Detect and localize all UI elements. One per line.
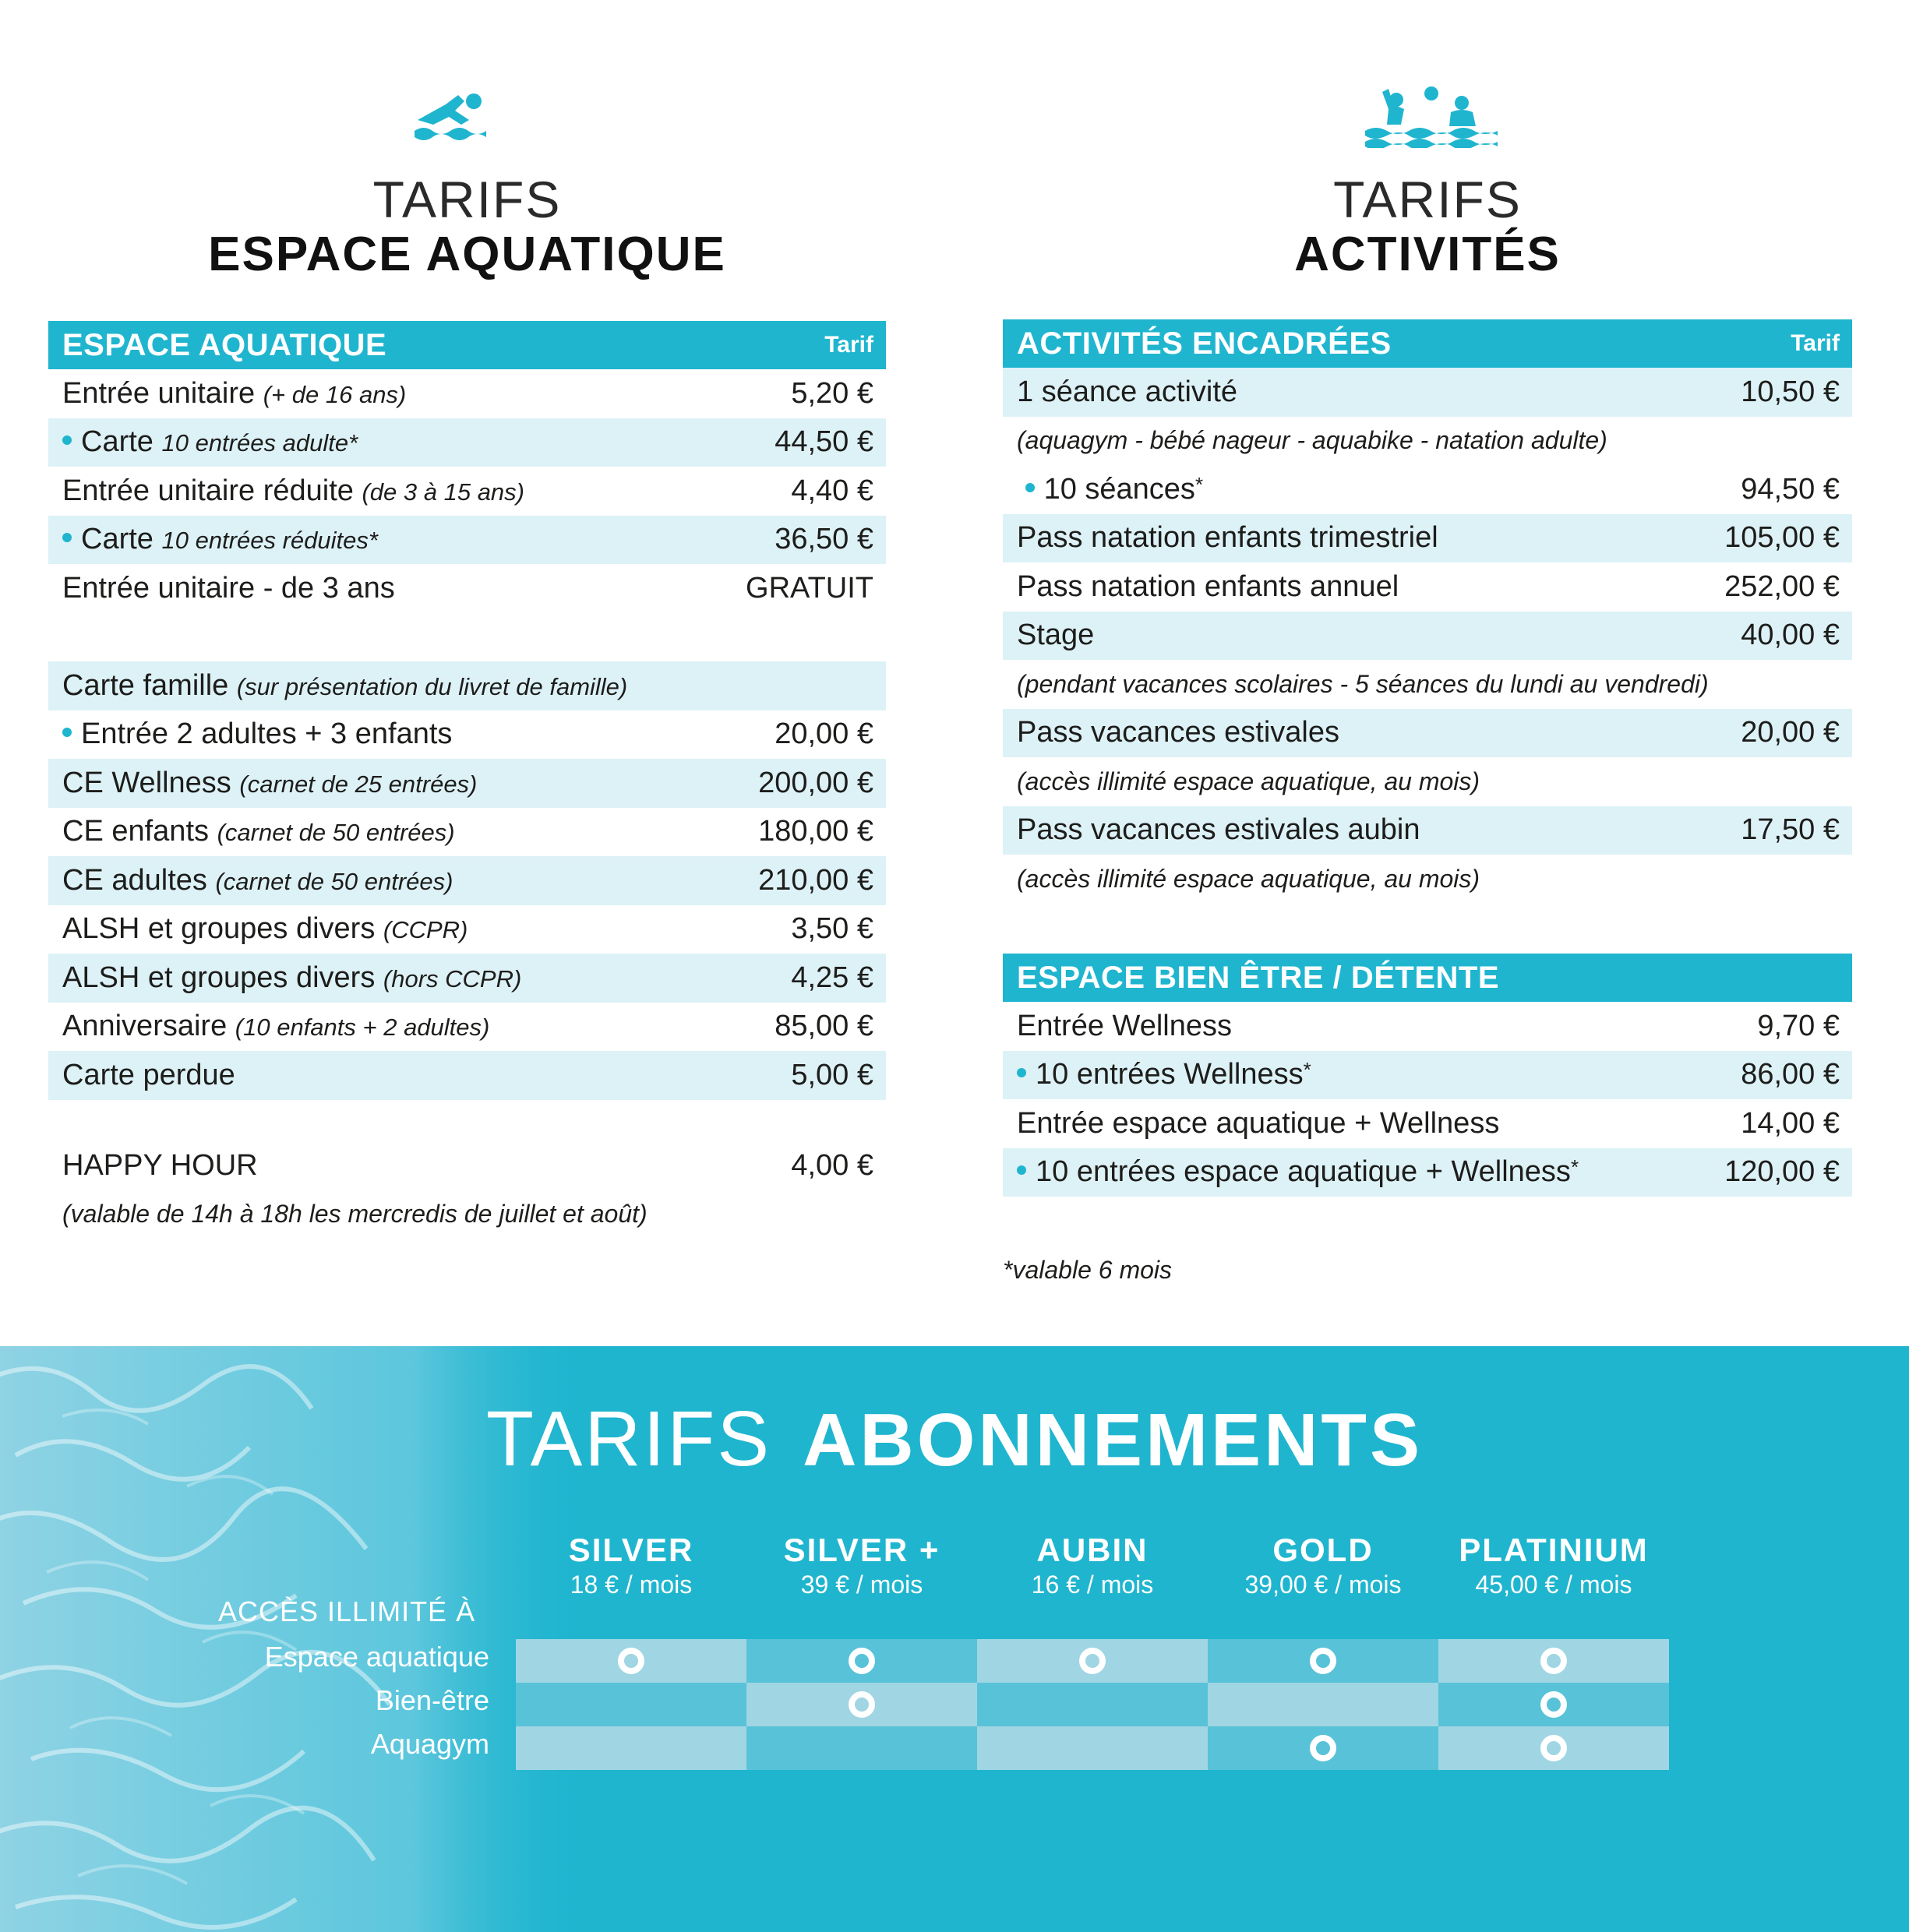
row-price: 210,00 € xyxy=(758,863,873,897)
aquatique-table xyxy=(48,321,886,1100)
price-row xyxy=(1003,612,1852,661)
row-label: 10 entrées espace aquatique + Wellness xyxy=(1036,1155,1571,1189)
row-label: Entrée 2 adultes + 3 enfants xyxy=(81,717,453,751)
row-label: Entrée unitaire xyxy=(62,376,256,410)
access-cell xyxy=(746,1683,977,1726)
row-note: (accès illimité espace aquatique, au mois) xyxy=(1017,767,1480,795)
plan-name: SILVER + xyxy=(783,1532,940,1568)
row-label: Carte xyxy=(81,425,153,459)
row-note: (carnet de 50 entrées) xyxy=(217,819,455,847)
row-price: 5,00 € xyxy=(791,1058,873,1091)
price-row xyxy=(48,369,886,418)
plan-price: 45,00 € / mois xyxy=(1475,1571,1632,1599)
access-cell xyxy=(746,1726,977,1770)
bien-etre-table-header xyxy=(1003,954,1852,1002)
row-label: Anniversaire xyxy=(62,1010,228,1043)
activites-heading xyxy=(1003,173,1852,284)
access-row-label: Bien-être xyxy=(375,1684,489,1716)
row-note: (CCPR) xyxy=(383,916,468,944)
bullet-icon xyxy=(1017,1165,1026,1175)
abonnements-title-bold: ABONNEMENTS xyxy=(803,1398,1424,1482)
row-note: (carnet de 25 entrées) xyxy=(239,770,478,798)
activites-table xyxy=(1003,319,1852,904)
row-price: 17,50 € xyxy=(1741,813,1840,847)
row-price: 44,50 € xyxy=(775,425,873,459)
included-icon xyxy=(1079,1648,1106,1674)
asterisk: * xyxy=(1194,472,1204,496)
abonnements-title xyxy=(0,1394,1909,1484)
access-cell xyxy=(1208,1639,1438,1683)
plan-header xyxy=(1438,1532,1669,1599)
access-cell xyxy=(746,1639,977,1683)
row-price: 40,00 € xyxy=(1741,619,1840,652)
row-price: 9,70 € xyxy=(1757,1009,1840,1042)
plan-name: AUBIN xyxy=(1036,1532,1149,1568)
access-cell xyxy=(516,1639,746,1683)
access-cell xyxy=(977,1726,1208,1770)
abonnements-title-thin: TARIFS xyxy=(485,1395,772,1482)
access-cell xyxy=(1438,1683,1669,1726)
aquatique-table-title: ESPACE AQUATIQUE xyxy=(62,327,387,362)
plan-header xyxy=(977,1532,1208,1599)
plan-price: 39,00 € / mois xyxy=(1244,1571,1402,1599)
access-row-label: Espace aquatique xyxy=(264,1641,489,1673)
aquatique-table-header xyxy=(48,321,886,369)
price-row xyxy=(48,516,886,565)
row-note: (+ de 16 ans) xyxy=(263,380,407,408)
plan-name: PLATINIUM xyxy=(1459,1532,1649,1568)
included-icon xyxy=(618,1648,644,1674)
access-cell xyxy=(977,1639,1208,1683)
row-label: CE Wellness xyxy=(62,766,231,799)
row-price: 20,00 € xyxy=(1741,716,1840,749)
row-price: 20,00 € xyxy=(775,717,873,751)
price-row xyxy=(48,467,886,516)
row-label: 1 séance activité xyxy=(1017,375,1238,408)
price-row xyxy=(1003,1002,1852,1051)
price-row xyxy=(48,856,886,905)
row-note: (de 3 à 15 ans) xyxy=(362,478,524,506)
price-row xyxy=(48,1051,886,1100)
price-row xyxy=(1003,514,1852,563)
row-price: 10,50 € xyxy=(1741,375,1840,408)
row-label: Pass vacances estivales xyxy=(1017,716,1339,749)
price-row xyxy=(48,418,886,467)
row-label: ALSH et groupes divers xyxy=(62,912,376,946)
plan-header xyxy=(1208,1532,1438,1599)
plan-name: GOLD xyxy=(1272,1532,1374,1568)
access-cell xyxy=(1208,1683,1438,1726)
included-icon xyxy=(1540,1648,1567,1674)
aquatique-heading xyxy=(48,173,886,284)
price-row xyxy=(1003,709,1852,758)
row-label: ALSH et groupes divers xyxy=(62,961,376,994)
row-price: 252,00 € xyxy=(1724,569,1840,603)
happy-hour xyxy=(48,1149,886,1229)
row-price: 14,00 € xyxy=(1741,1106,1840,1140)
plan-price: 16 € / mois xyxy=(1031,1571,1154,1599)
activites-table-title: ACTIVITÉS ENCADRÉES xyxy=(1017,326,1392,361)
bullet-icon xyxy=(1025,483,1035,492)
row-note: (pendant vacances scolaires - 5 séances du lundi au vendredi) xyxy=(1017,669,1709,698)
row-price: 94,50 € xyxy=(1741,472,1840,506)
activites-heading-thin: TARIFS xyxy=(1333,171,1522,228)
row-label: Stage xyxy=(1017,619,1095,652)
acces-label: ACCÈS ILLIMITÉ À xyxy=(218,1595,476,1627)
row-label: CE adultes xyxy=(62,863,207,897)
bullet-icon xyxy=(1017,1068,1026,1077)
row-label: CE enfants xyxy=(62,815,209,848)
row-price: 180,00 € xyxy=(758,815,873,848)
row-price: 36,50 € xyxy=(775,523,873,556)
row-price: 85,00 € xyxy=(775,1010,873,1043)
price-row xyxy=(1003,1099,1852,1148)
water-polo-icon xyxy=(1365,86,1498,148)
row-price: 120,00 € xyxy=(1724,1155,1840,1189)
row-label: Pass vacances estivales aubin xyxy=(1017,813,1420,847)
access-cell xyxy=(1438,1726,1669,1770)
price-row xyxy=(1003,1051,1852,1100)
row-label: Carte perdue xyxy=(62,1058,235,1091)
bien-etre-table xyxy=(1003,954,1852,1197)
row-label: Carte xyxy=(81,523,153,556)
row-note: (accès illimité espace aquatique, au mois) xyxy=(1017,864,1480,893)
row-label: Entrée unitaire réduite xyxy=(62,474,354,507)
bien-etre-table-title: ESPACE BIEN ÊTRE / DÉTENTE xyxy=(1017,960,1500,995)
price-row xyxy=(48,905,886,954)
row-note: 10 entrées adulte* xyxy=(161,429,358,457)
plan-name: SILVER xyxy=(568,1532,694,1568)
row-label: Pass natation enfants trimestriel xyxy=(1017,521,1438,555)
price-row xyxy=(48,710,886,760)
plan-header xyxy=(516,1532,746,1599)
footnote: *valable 6 mois xyxy=(1003,1256,1172,1284)
happy-hour-price: 4,00 € xyxy=(791,1149,873,1182)
price-row xyxy=(1003,368,1852,417)
bullet-icon xyxy=(62,728,72,737)
row-label: Pass natation enfants annuel xyxy=(1017,569,1399,603)
price-row xyxy=(1003,465,1852,514)
asterisk: * xyxy=(1570,1155,1579,1179)
row-price: 4,40 € xyxy=(791,474,873,507)
row-label: Carte famille xyxy=(62,668,229,702)
activites-heading-bold: ACTIVITÉS xyxy=(1294,227,1561,281)
row-note: 10 entrées réduites* xyxy=(161,527,378,555)
row-price: 3,50 € xyxy=(791,912,873,946)
row-label: Entrée espace aquatique + Wellness xyxy=(1017,1106,1500,1140)
included-icon xyxy=(1540,1691,1567,1718)
swimmer-icon xyxy=(415,86,486,145)
price-row xyxy=(1003,1148,1852,1197)
bullet-icon xyxy=(62,435,72,445)
row-label: Entrée unitaire - de 3 ans xyxy=(62,571,395,605)
row-label: 10 entrées Wellness xyxy=(1036,1058,1304,1091)
access-cell xyxy=(1208,1726,1438,1770)
happy-hour-label: HAPPY HOUR xyxy=(62,1149,258,1182)
price-row xyxy=(48,661,886,710)
price-row xyxy=(48,808,886,857)
aquatique-table-tarif: Tarif xyxy=(824,332,873,358)
row-label: Entrée Wellness xyxy=(1017,1009,1232,1042)
access-cell xyxy=(977,1683,1208,1726)
row-note: (aquagym - bébé nageur - aquabike - natation adulte) xyxy=(1017,426,1607,455)
access-row-label: Aquagym xyxy=(370,1728,489,1760)
row-price: 4,25 € xyxy=(791,961,873,994)
aquatique-heading-thin: TARIFS xyxy=(372,171,562,228)
price-row xyxy=(48,954,886,1003)
included-icon xyxy=(849,1648,875,1674)
row-price: GRATUIT xyxy=(746,571,873,605)
price-row xyxy=(48,564,886,613)
activites-table-header xyxy=(1003,319,1852,368)
price-row xyxy=(1003,562,1852,612)
included-icon xyxy=(849,1691,875,1718)
row-price: 200,00 € xyxy=(758,766,873,799)
happy-hour-note: (valable de 14h à 18h les mercredis de juillet et août) xyxy=(62,1200,648,1228)
bullet-icon xyxy=(62,533,72,542)
asterisk: * xyxy=(1303,1058,1311,1082)
price-row xyxy=(48,759,886,808)
plan-price: 18 € / mois xyxy=(570,1571,693,1599)
aquatique-heading-bold: ESPACE AQUATIQUE xyxy=(208,227,726,281)
abonnements-section xyxy=(0,1346,1909,1932)
row-note: (10 enfants + 2 adultes) xyxy=(235,1014,490,1042)
row-note: (carnet de 50 entrées) xyxy=(215,867,453,895)
access-cell xyxy=(516,1683,746,1726)
row-spacer xyxy=(48,613,886,662)
row-note: (sur présentation du livret de famille) xyxy=(236,672,628,700)
included-icon xyxy=(1310,1735,1336,1761)
row-price: 86,00 € xyxy=(1741,1058,1840,1091)
row-price: 105,00 € xyxy=(1724,521,1840,555)
activites-table-tarif: Tarif xyxy=(1791,330,1840,356)
access-cell xyxy=(516,1726,746,1770)
included-icon xyxy=(1310,1648,1336,1674)
price-row xyxy=(48,1003,886,1052)
plan-price: 39 € / mois xyxy=(800,1571,923,1599)
plan-header xyxy=(746,1532,977,1599)
row-price: 5,20 € xyxy=(791,376,873,410)
included-icon xyxy=(1540,1735,1567,1761)
row-label: 10 séances xyxy=(1043,472,1195,506)
row-note: (hors CCPR) xyxy=(383,964,522,992)
price-row xyxy=(1003,806,1852,855)
access-cell xyxy=(1438,1639,1669,1683)
